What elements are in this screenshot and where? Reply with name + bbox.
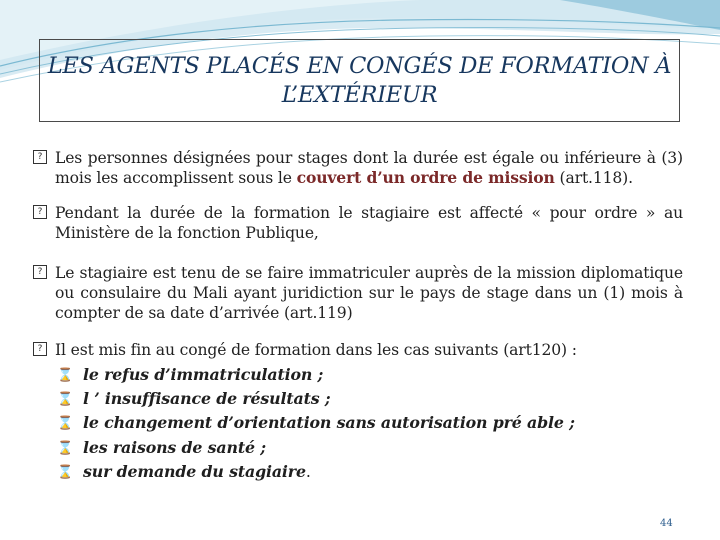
list-item [55, 387, 683, 411]
paragraph-mission-order [33, 148, 683, 188]
title-frame [39, 39, 680, 122]
list-item [55, 460, 683, 484]
list-item-text: les raisons de santé ; [83, 437, 266, 457]
slide-title: LES AGENTS PLACÉS EN CONGÉS DE FORMATION À L’EXTÉRIEUR [47, 52, 672, 108]
list-item-text: le refus d’immatriculation ; [83, 365, 324, 384]
list-item-text: sur demande du stagiaire [83, 461, 306, 481]
slide-body [33, 148, 683, 484]
hourglass-icon: ⌛ [57, 392, 74, 408]
missing-glyph-box-icon: ? [33, 150, 47, 164]
hourglass-icon: ⌛ [57, 440, 74, 456]
list-item-text: l ’ insuffisance de résultats ; [83, 389, 331, 409]
list-item-suffix: . [305, 461, 311, 481]
hourglass-icon: ⌛ [57, 368, 74, 383]
paragraph-3-text: Le stagiaire est tenu de se faire immatriculer auprès de la mission diplomatique ou consulaire du Mali ayant juridiction sur le pays de stage dans un (1) mois à compter de sa date d’arrivée (art.119) [55, 264, 683, 322]
list-item [55, 436, 683, 460]
paragraph-1-text-before: Les personnes désignées pour stages dont la durée est égale ou inférieure à (3) mois les accomplissent sous le [55, 149, 683, 187]
hourglass-icon: ⌛ [57, 464, 74, 480]
list-item-text: le changement d’orientation sans autorisation pré able ; [83, 413, 575, 433]
page-number: 44 [660, 518, 673, 529]
missing-glyph-box-icon: ? [33, 205, 47, 219]
missing-glyph-box-icon: ? [33, 265, 47, 279]
missing-glyph-box-icon: ? [33, 342, 47, 356]
termination-cases-list [33, 363, 683, 484]
paragraph-assignment [33, 203, 683, 243]
paragraph-termination [33, 340, 683, 360]
paragraph-registration [33, 263, 683, 323]
paragraph-1-emphasis: couvert d’un ordre de mission [296, 168, 555, 187]
paragraph-2-text: Pendant la durée de la formation le stagiaire est affecté « pour ordre » au Ministère de la fonction Publique, [55, 204, 683, 242]
paragraph-1-text-after: (art.118). [554, 169, 633, 187]
list-item [55, 411, 683, 435]
paragraph-4-text: Il est mis fin au congé de formation dans les cas suivants (art120) : [55, 341, 577, 359]
list-item [55, 363, 683, 387]
hourglass-icon: ⌛ [57, 416, 74, 432]
